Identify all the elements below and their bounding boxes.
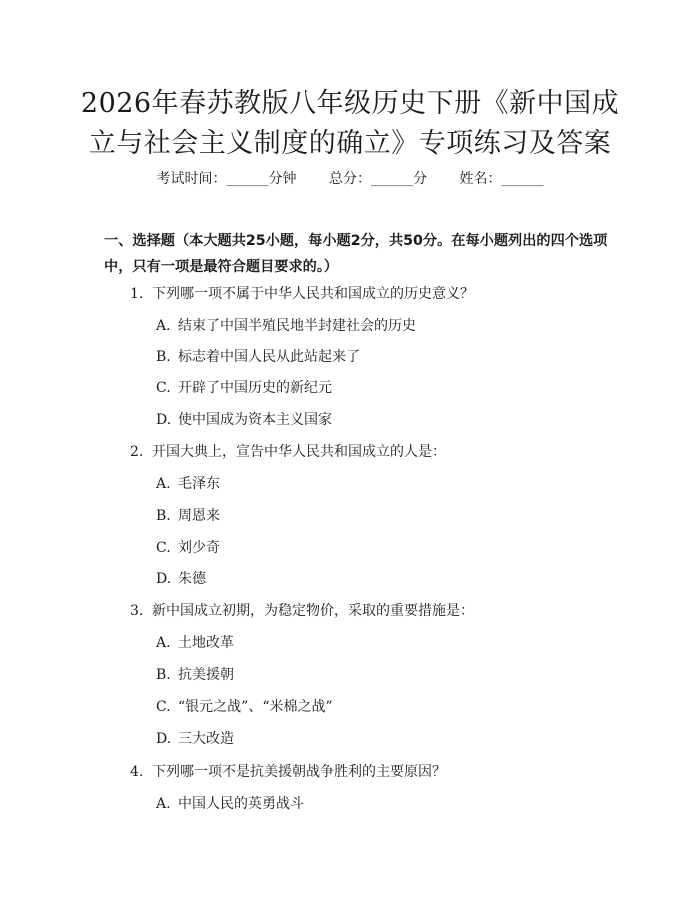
option-letter: B.	[156, 508, 171, 524]
question-1-option-a	[156, 315, 416, 335]
question-2-option-c	[156, 537, 220, 557]
option-text: “银元之战”、“米棉之战”	[178, 699, 333, 715]
option-text: 周恩来	[178, 508, 220, 524]
option-text: 毛泽东	[178, 476, 220, 492]
question-text: 下列哪一项不属于中华人民共和国成立的历史意义？	[152, 286, 474, 302]
section-heading: 一、选择题（本大题共25小题，每小题2分，共50分。在每小题列出的四个选项中，只有一项是最符合题目要求的。）	[104, 233, 608, 275]
option-text: 土地改革	[178, 635, 234, 651]
option-letter: B.	[156, 667, 171, 683]
option-letter: C.	[156, 699, 171, 715]
option-text: 标志着中国人民从此站起来了	[178, 349, 360, 365]
option-text: 开辟了中国历史的新纪元	[178, 380, 332, 396]
question-2	[130, 441, 446, 461]
option-text: 使中国成为资本主义国家	[178, 412, 332, 428]
option-text: 结束了中国半殖民地半封建社会的历史	[178, 318, 416, 334]
question-2-option-d	[156, 568, 206, 588]
option-text: 朱德	[178, 571, 206, 587]
question-number: 2.	[130, 444, 144, 460]
question-text: 开国大典上，宣告中华人民共和国成立的人是：	[152, 444, 446, 460]
page-title	[60, 84, 640, 164]
question-2-option-a	[156, 473, 220, 493]
question-4	[130, 761, 446, 781]
exam-time-field: 考试时间：______分钟	[156, 171, 297, 187]
question-1-option-c	[156, 377, 332, 397]
option-letter: A.	[156, 318, 171, 334]
option-letter: B.	[156, 349, 171, 365]
option-text: 刘少奇	[178, 540, 220, 556]
option-letter: D.	[156, 412, 172, 428]
title-line-2: 立与社会主义制度的确立》专项练习及答案	[88, 128, 612, 159]
exam-info	[0, 168, 700, 188]
question-number: 3.	[130, 603, 144, 619]
option-letter: A.	[156, 635, 171, 651]
question-1	[130, 283, 474, 303]
question-number: 1.	[130, 286, 144, 302]
student-name-field: 姓名：______	[459, 171, 544, 187]
question-1-option-b	[156, 346, 360, 366]
option-text: 中国人民的英勇战斗	[178, 796, 304, 812]
question-1-option-d	[156, 409, 332, 429]
option-letter: C.	[156, 380, 171, 396]
question-2-option-b	[156, 505, 220, 525]
question-3-option-c	[156, 696, 333, 716]
question-3	[130, 600, 474, 620]
question-text: 下列哪一项不是抗美援朝战争胜利的主要原因？	[152, 764, 446, 780]
question-3-option-a	[156, 632, 234, 652]
option-letter: C.	[156, 540, 171, 556]
question-4-option-a	[156, 793, 304, 813]
option-letter: D.	[156, 571, 172, 587]
option-letter: A.	[156, 796, 171, 812]
option-letter: D.	[156, 731, 172, 747]
question-3-option-b	[156, 664, 234, 684]
question-number: 4.	[130, 764, 144, 780]
total-score-field: 总分：______分	[329, 171, 427, 187]
question-text: 新中国成立初期，为稳定物价，采取的重要措施是：	[152, 603, 474, 619]
title-line-1: 2026年春苏教版八年级历史下册《新中国成	[80, 88, 620, 119]
option-text: 三大改造	[178, 731, 234, 747]
option-letter: A.	[156, 476, 171, 492]
option-text: 抗美援朝	[178, 667, 234, 683]
question-3-option-d	[156, 728, 234, 748]
